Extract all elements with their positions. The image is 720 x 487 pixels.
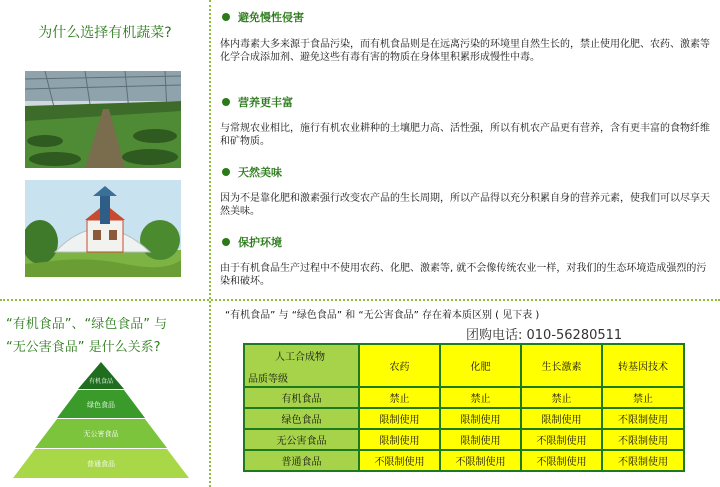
table-cell: 不限制使用 (440, 450, 521, 471)
table-cell: 不限制使用 (521, 450, 602, 471)
corner-top-label: 人工合成物 (275, 352, 325, 363)
section-heading-environment (222, 234, 282, 250)
table-cell: 限制使用 (440, 408, 521, 429)
row-label: 无公害食品 (244, 429, 359, 450)
greenhouse-photo (25, 71, 181, 168)
section-body-environment: 由于有机食品生产过程中不使用农药、化肥、激素等, 就不会像传统农业一样，对我们的生态环境造成强烈的污染和破坏。 (220, 263, 707, 287)
horizontal-divider (0, 299, 720, 301)
table-row (244, 387, 684, 408)
table-cell: 禁止 (359, 387, 440, 408)
column-header: 生长激素 (521, 344, 602, 387)
comparison-table (243, 343, 685, 472)
column-header: 农药 (359, 344, 440, 387)
section-heading-natural-taste (222, 164, 282, 180)
pyramid-label: 无公害食品 (83, 430, 119, 438)
table-row (244, 408, 684, 429)
section-heading-text: 避免慢性侵害 (238, 11, 304, 24)
row-label: 绿色食品 (244, 408, 359, 429)
food-pyramid (13, 362, 189, 478)
table-header-row (244, 344, 684, 387)
section-body-avoid-harm: 体内毒素大多来源于食品污染，而有机食品则是在远离污染的环境里自然生长的，禁止使用化肥、农药、激素等化学合成添加剂、避免这些有毒有害的物质在身体里积累形成慢性中毒。 (220, 39, 710, 63)
pyramid-label: 有机食品 (88, 378, 114, 385)
table-cell: 不限制使用 (521, 429, 602, 450)
table-corner-cell (244, 344, 359, 387)
table-cell: 禁止 (440, 387, 521, 408)
table-cell: 不限制使用 (359, 450, 440, 471)
bullet-icon (222, 238, 230, 246)
question-line-1: “有机食品”、“绿色食品” 与 (6, 317, 168, 332)
relationship-question (6, 313, 206, 359)
pyramid-label: 普通食品 (87, 460, 115, 468)
table-cell: 限制使用 (440, 429, 521, 450)
farm-house-photo (25, 180, 181, 277)
table-cell: 禁止 (521, 387, 602, 408)
bullet-icon (222, 168, 230, 176)
table-row (244, 450, 684, 471)
column-header: 转基因技术 (602, 344, 684, 387)
column-header: 化肥 (440, 344, 521, 387)
table-cell: 不限制使用 (602, 450, 684, 471)
question-line-2: “无公害食品” 是什么关系? (6, 340, 161, 355)
table-caption: “有机食品” 与 “绿色食品” 和 “无公害食品” 存在着本质区别 ( 见下表 ) (225, 310, 540, 321)
table-cell: 不限制使用 (602, 408, 684, 429)
table-row (244, 429, 684, 450)
table-cell: 禁止 (602, 387, 684, 408)
table-cell: 限制使用 (521, 408, 602, 429)
pyramid-label: 绿色食品 (87, 401, 115, 409)
corner-bottom-label: 品质等级 (248, 374, 288, 385)
section-heading-text: 保护环境 (238, 236, 282, 249)
section-heading-text: 营养更丰富 (238, 96, 293, 109)
row-label: 有机食品 (244, 387, 359, 408)
section-body-nutrition: 与常规农业相比，施行有机农业耕种的土壤肥力高、活性强，所以有机农产品更有营养，含有更丰富的食物纤维和矿物质。 (220, 123, 710, 147)
row-label: 普通食品 (244, 450, 359, 471)
bullet-icon (222, 98, 230, 106)
table-cell: 限制使用 (359, 408, 440, 429)
section-heading-nutrition (222, 94, 293, 110)
bullet-icon (222, 13, 230, 21)
group-buy-phone: 团购电话: 010-56280511 (466, 328, 623, 343)
table-cell: 不限制使用 (602, 429, 684, 450)
vertical-divider (209, 0, 211, 487)
section-body-natural-taste: 因为不是靠化肥和激素强行改变农产品的生长周期，所以产品得以充分积累自身的营养元素，使我们可以尽享天然美味。 (220, 193, 710, 217)
section-heading-avoid-harm (222, 9, 304, 25)
table-cell: 限制使用 (359, 429, 440, 450)
section-heading-text: 天然美味 (238, 166, 282, 179)
why-organic-title: 为什么选择有机蔬菜? (38, 25, 172, 41)
